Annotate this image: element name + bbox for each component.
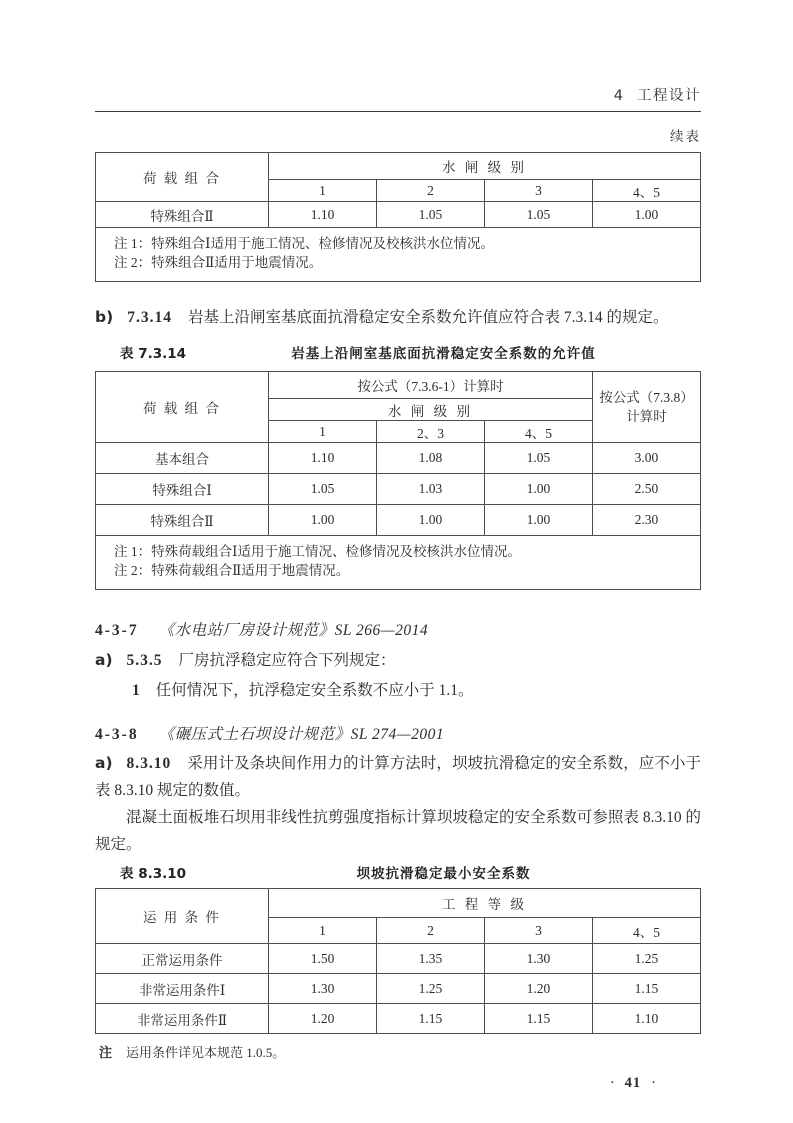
clause-text: 厂房抗浮稳定应符合下列规定： xyxy=(178,652,396,669)
value-cell: 1.35 xyxy=(377,944,485,974)
group-header-cell: 水 闸 级 别 xyxy=(269,153,701,180)
table-caption-label: 表 8.3.10 xyxy=(120,866,187,882)
table-8310 xyxy=(95,888,701,1034)
right-header-line2: 计算时 xyxy=(626,409,667,424)
sub-clause-number: 1 xyxy=(132,682,140,699)
value-cell: 1.15 xyxy=(377,1004,485,1034)
row-header-cell: 荷 载 组 合 xyxy=(96,153,269,202)
table-note-line: 注 1：特殊荷载组合Ⅰ适用于施工情况、检修情况及校核洪水位情况。 xyxy=(114,544,521,559)
body-paragraph: 混凝土面板堆石坝用非线性抗剪强度指标计算坝坡稳定的安全系数可参照表 8.3.10 的规定。 xyxy=(95,809,701,853)
table-row xyxy=(96,536,701,590)
table-row xyxy=(96,443,701,474)
clause-a-paragraph xyxy=(95,750,701,804)
value-cell: 1.08 xyxy=(377,443,485,474)
clause-bullet: b) xyxy=(95,308,114,326)
right-header-cell xyxy=(592,372,700,443)
row-label: 特殊组合Ⅱ xyxy=(96,202,269,228)
note-text: 运用条件详见本规范 1.0.5。 xyxy=(126,1045,286,1060)
continued-table-label: 续表 xyxy=(670,129,701,144)
column-header: 4、5 xyxy=(592,180,700,202)
sub-clause-text: 任何情况下，抗浮稳定安全系数不应小于 1.1。 xyxy=(155,682,474,699)
clause-number: 5.3.5 xyxy=(126,652,163,669)
table-gate-continued xyxy=(95,152,701,282)
clause-number: 7.3.14 xyxy=(127,309,172,326)
column-header: 2 xyxy=(377,180,485,202)
row-label: 特殊组合Ⅱ xyxy=(96,505,269,536)
value-cell: 1.20 xyxy=(269,1004,377,1034)
column-header: 4、5 xyxy=(592,918,700,944)
column-header: 2、3 xyxy=(377,421,485,443)
section-438-heading xyxy=(95,722,701,744)
section-number: 4-3-8 xyxy=(95,726,139,743)
table-row xyxy=(96,889,701,918)
value-cell: 1.05 xyxy=(484,202,592,228)
table-row xyxy=(96,974,701,1004)
table-row xyxy=(96,372,701,399)
column-header: 1 xyxy=(269,180,377,202)
running-head xyxy=(95,84,701,112)
table-7314 xyxy=(95,371,701,590)
standard-title: 《水电站厂房设计规范》SL 266—2014 xyxy=(158,622,429,639)
value-cell: 1.05 xyxy=(484,443,592,474)
table-row xyxy=(96,228,701,282)
page-number-dot: · xyxy=(609,1075,615,1091)
chapter-number: 4 xyxy=(613,88,623,104)
value-cell: 1.20 xyxy=(484,974,592,1004)
value-cell: 1.50 xyxy=(269,944,377,974)
note-label: 注 xyxy=(99,1046,113,1061)
table-caption-title: 坝坡抗滑稳定最小安全系数 xyxy=(356,866,531,882)
value-cell: 1.00 xyxy=(484,474,592,505)
clause-bullet: a) xyxy=(95,651,113,669)
column-header: 4、5 xyxy=(484,421,592,443)
value-cell: 1.00 xyxy=(484,505,592,536)
table-row xyxy=(96,944,701,974)
value-cell: 1.00 xyxy=(377,505,485,536)
value-cell: 1.10 xyxy=(592,1004,700,1034)
table-row xyxy=(96,1004,701,1034)
clause-b-paragraph xyxy=(95,306,701,329)
section-437-heading xyxy=(95,618,701,640)
table-row xyxy=(96,153,701,180)
group-header-cell: 水 闸 级 别 xyxy=(269,399,593,421)
table-row xyxy=(96,474,701,505)
clause-number: 8.3.10 xyxy=(126,755,172,772)
value-cell: 1.25 xyxy=(592,944,700,974)
page-number xyxy=(95,1075,701,1092)
right-header-line1: 按公式（7.3.8） xyxy=(599,390,694,405)
clause-a-paragraph xyxy=(95,649,701,672)
clause-text: 岩基上沿闸室基底面抗滑稳定安全系数允许值应符合表 7.3.14 的规定。 xyxy=(187,309,669,326)
column-header: 1 xyxy=(269,918,377,944)
column-header: 3 xyxy=(484,180,592,202)
section-number: 4-3-7 xyxy=(95,622,139,639)
value-cell: 3.00 xyxy=(592,443,700,474)
table-note-line: 注 2：特殊组合Ⅱ适用于地震情况。 xyxy=(114,254,323,270)
table-7314-caption xyxy=(95,342,701,362)
chapter-title: 工程设计 xyxy=(637,88,701,104)
table-note-line: 注 1：特殊组合Ⅰ适用于施工情况、检修情况及校核洪水位情况。 xyxy=(114,236,494,251)
clause-text: 采用计及条块间作用力的计算方法时，坝坡抗滑稳定的安全系数，应不小于表 8.3.10 规定的数值。 xyxy=(95,755,701,799)
table-8310-note xyxy=(99,1042,701,1061)
sub-clause-paragraph xyxy=(132,680,701,702)
value-cell: 1.15 xyxy=(484,1004,592,1034)
page-content xyxy=(95,84,701,1092)
value-cell: 1.30 xyxy=(484,944,592,974)
value-cell: 1.25 xyxy=(377,974,485,1004)
table-caption-label: 表 7.3.14 xyxy=(120,346,187,362)
value-cell: 2.50 xyxy=(592,474,700,505)
column-header: 3 xyxy=(484,918,592,944)
table-notes xyxy=(96,228,701,282)
value-cell: 1.05 xyxy=(269,474,377,505)
row-label: 正常运用条件 xyxy=(96,944,269,974)
row-header-cell: 运 用 条 件 xyxy=(96,889,269,944)
table-8310-caption xyxy=(95,862,701,882)
value-cell: 1.30 xyxy=(269,974,377,1004)
column-header: 2 xyxy=(377,918,485,944)
clause-bullet: a) xyxy=(95,754,113,772)
table-row xyxy=(96,202,701,228)
page-number-dot: · xyxy=(651,1075,656,1091)
value-cell: 1.15 xyxy=(592,974,700,1004)
group-header-cell: 工 程 等 级 xyxy=(269,889,701,918)
table-notes xyxy=(96,536,701,590)
value-cell: 1.00 xyxy=(269,505,377,536)
row-label: 特殊组合Ⅰ xyxy=(96,474,269,505)
table-caption-title: 岩基上沿闸室基底面抗滑稳定安全系数的允许值 xyxy=(291,346,596,362)
value-cell: 2.30 xyxy=(592,505,700,536)
value-cell: 1.10 xyxy=(269,202,377,228)
row-header-cell: 荷 载 组 合 xyxy=(96,372,269,443)
value-cell: 1.10 xyxy=(269,443,377,474)
standard-title: 《碾压式土石坝设计规范》SL 274—2001 xyxy=(158,726,445,743)
formula-header-cell: 按公式（7.3.6-1）计算时 xyxy=(269,372,593,399)
column-header: 1 xyxy=(269,421,377,443)
table-row xyxy=(96,505,701,536)
row-label: 非常运用条件Ⅱ xyxy=(96,1004,269,1034)
value-cell: 1.05 xyxy=(377,202,485,228)
value-cell: 1.00 xyxy=(592,202,700,228)
value-cell: 1.03 xyxy=(377,474,485,505)
row-label: 基本组合 xyxy=(96,443,269,474)
table-note-line: 注 2：特殊荷载组合Ⅱ适用于地震情况。 xyxy=(114,562,350,578)
row-label: 非常运用条件Ⅰ xyxy=(96,974,269,1004)
page-number-value: 41 xyxy=(624,1075,642,1091)
